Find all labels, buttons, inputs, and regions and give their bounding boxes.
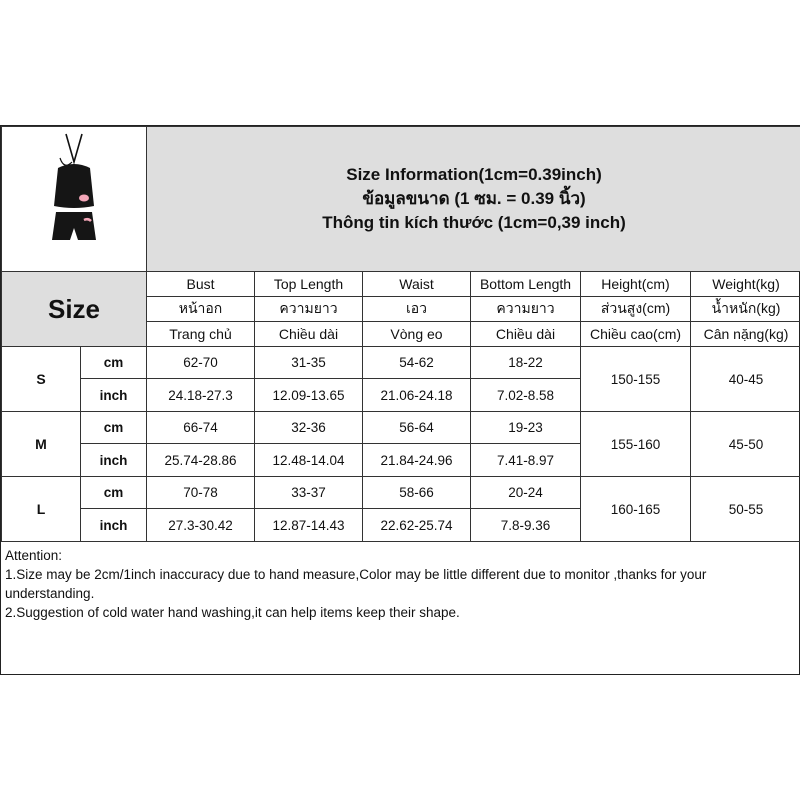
unit-cm: cm (81, 477, 147, 509)
size-l-label: L (2, 477, 81, 542)
size-table (1, 126, 800, 542)
weight-value: 50-55 (691, 477, 800, 542)
weight-value: 40-45 (691, 347, 800, 412)
cell-value: 70-78 (147, 477, 255, 509)
attention-note-1: 1.Size may be 2cm/1inch inaccuracy due to hand measure,Color may be little different due to monitor ,thanks for your understanding. (5, 567, 707, 601)
col-bust-vi: Trang chủ (147, 322, 255, 347)
title-block (147, 127, 800, 272)
col-bottom-length-th: ความยาว (471, 297, 581, 322)
height-value: 155-160 (581, 412, 691, 477)
cell-value: 12.48-14.04 (255, 444, 363, 477)
height-value: 150-155 (581, 347, 691, 412)
unit-inch: inch (81, 444, 147, 477)
title-english: Size Information(1cm=0.39inch) (346, 165, 602, 184)
col-waist-vi: Vòng eo (363, 322, 471, 347)
cell-value: 7.8-9.36 (471, 509, 581, 542)
col-weight-th: น้ำหนัก(kg) (691, 297, 800, 322)
col-top-length-vi: Chiều dài (255, 322, 363, 347)
col-waist-th: เอว (363, 297, 471, 322)
cell-value: 7.02-8.58 (471, 379, 581, 412)
cell-value: 56-64 (363, 412, 471, 444)
cell-value: 32-36 (255, 412, 363, 444)
col-bottom-length-en: Bottom Length (471, 272, 581, 297)
table-row (2, 412, 800, 444)
attention-heading: Attention: (5, 548, 63, 563)
cell-value: 62-70 (147, 347, 255, 379)
col-top-length-th: ความยาว (255, 297, 363, 322)
cell-value: 20-24 (471, 477, 581, 509)
cell-value: 18-22 (471, 347, 581, 379)
cell-value: 54-62 (363, 347, 471, 379)
col-weight-en: Weight(kg) (691, 272, 800, 297)
col-height-vi: Chiều cao(cm) (581, 322, 691, 347)
height-value: 160-165 (581, 477, 691, 542)
cell-value: 12.09-13.65 (255, 379, 363, 412)
size-header: Size (2, 272, 147, 347)
attention-notes (5, 546, 799, 622)
cell-value: 25.74-28.86 (147, 444, 255, 477)
col-weight-vi: Cân nặng(kg) (691, 322, 800, 347)
col-top-length-en: Top Length (255, 272, 363, 297)
unit-inch: inch (81, 509, 147, 542)
title-vietnamese: Thông tin kích thước (1cm=0,39 inch) (322, 213, 626, 232)
col-waist-en: Waist (363, 272, 471, 297)
attention-note-2: 2.Suggestion of cold water hand washing,it can help items keep their shape. (5, 605, 460, 620)
cell-value: 21.84-24.96 (363, 444, 471, 477)
size-s-label: S (2, 347, 81, 412)
cell-value: 7.41-8.97 (471, 444, 581, 477)
size-m-label: M (2, 412, 81, 477)
size-chart (0, 125, 800, 675)
cell-value: 27.3-30.42 (147, 509, 255, 542)
cell-value: 19-23 (471, 412, 581, 444)
unit-inch: inch (81, 379, 147, 412)
cell-value: 33-37 (255, 477, 363, 509)
table-row (2, 347, 800, 379)
unit-cm: cm (81, 412, 147, 444)
table-row (2, 477, 800, 509)
cell-value: 24.18-27.3 (147, 379, 255, 412)
weight-value: 45-50 (691, 412, 800, 477)
cell-value: 66-74 (147, 412, 255, 444)
col-height-th: ส่วนสูง(cm) (581, 297, 691, 322)
col-bust-th: หน้าอก (147, 297, 255, 322)
col-bust-en: Bust (147, 272, 255, 297)
col-bottom-length-vi: Chiều dài (471, 322, 581, 347)
cell-value: 12.87-14.43 (255, 509, 363, 542)
halter-top-and-shorts-icon (14, 128, 134, 268)
cell-value: 21.06-24.18 (363, 379, 471, 412)
product-thumbnail (2, 127, 147, 272)
cell-value: 31-35 (255, 347, 363, 379)
col-height-en: Height(cm) (581, 272, 691, 297)
title-thai: ข้อมูลขนาด (1 ซม. = 0.39 นิ้ว) (362, 189, 586, 208)
cell-value: 22.62-25.74 (363, 509, 471, 542)
cell-value: 58-66 (363, 477, 471, 509)
unit-cm: cm (81, 347, 147, 379)
